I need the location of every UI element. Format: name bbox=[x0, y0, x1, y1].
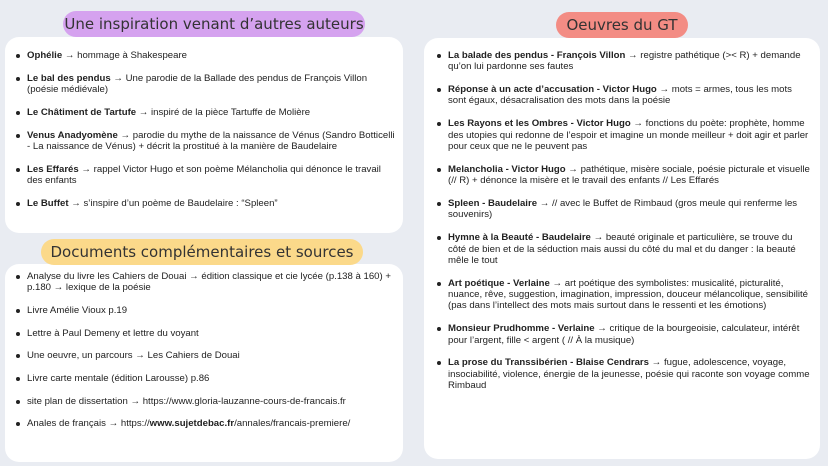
list-item: Analyse du livre les Cahiers de Douai → édition classique et cie lycée (p.138 à 160) + p.180 → lexique de la poésie bbox=[15, 271, 395, 294]
inspiration-panel bbox=[5, 37, 403, 233]
list-item: Monsieur Prudhomme - Verlaine → critique de la bourgeoisie, calculateur, intérêt pour l’argent, fille < argent ( // À la musique) bbox=[436, 323, 810, 346]
list-item: Le bal des pendus → Une parodie de la Ballade des pendus de François Villon (poésie médiévale) bbox=[15, 73, 395, 96]
list-item: Venus Anadyomène → parodie du mythe de la naissance de Vénus (Sandro Botticelli - La naissance de Vénus) + décrit la prostitué à la manière de Baudelaire bbox=[15, 130, 395, 153]
list-item[interactable]: Anales de français → https://www.sujetdebac.fr/annales/francais-premiere/ bbox=[15, 418, 395, 429]
list-item: Réponse à un acte d’accusation - Victor Hugo → mots = armes, tous les mots sont égaux, désacralisation des mots dans la poésie bbox=[436, 84, 810, 107]
inspiration-title: Une inspiration venant d’autres auteurs bbox=[63, 11, 365, 37]
list-item: Ophélie → hommage à Shakespeare bbox=[15, 50, 395, 61]
list-item: Melancholia - Victor Hugo → pathétique, misère sociale, poésie picturale et visuelle (// R) + dénonce la misère et le travail des enfants // Les Effarés bbox=[436, 164, 810, 187]
inspiration-list bbox=[5, 37, 403, 209]
list-item: Lettre à Paul Demeny et lettre du voyant bbox=[15, 328, 395, 339]
list-item: Le Buffet → s’inspire d’un poème de Baudelaire : “Spleen” bbox=[15, 198, 395, 209]
list-item: Le Châtiment de Tartufe → inspiré de la pièce Tartuffe de Molière bbox=[15, 107, 395, 118]
list-item: Art poétique - Verlaine → art poétique des symbolistes: musicalité, picturalité, nuance, rêve, suggestion, imagination, impression, douceur mélancolique, sensibilité (pas dans l’intellect des mots mais surtout dans le ressenti et les émotions) bbox=[436, 278, 810, 312]
list-item: Les Rayons et les Ombres - Victor Hugo → fonctions du poète: prophète, homme des utopies qui redonne de l’espoir et imagine un monde meilleur + doit agir et parler pour ceux que ne le peuvent pas bbox=[436, 118, 810, 152]
list-item: Une oeuvre, un parcours → Les Cahiers de Douai bbox=[15, 350, 395, 361]
sources-title: Documents complémentaires et sources bbox=[41, 239, 363, 265]
list-item: Livre Amélie Vioux p.19 bbox=[15, 305, 395, 316]
list-item[interactable]: site plan de dissertation → https://www.gloria-lauzanne-cours-de-francais.fr bbox=[15, 396, 395, 407]
list-item: Les Effarés → rappel Victor Hugo et son poème Mélancholia qui dénonce le travail des enfants bbox=[15, 164, 395, 187]
gt-works-title: Oeuvres du GT bbox=[556, 12, 688, 38]
list-item: Livre carte mentale (édition Larousse) p.86 bbox=[15, 373, 395, 384]
gt-works-panel bbox=[424, 38, 820, 459]
list-item: Spleen - Baudelaire → // avec le Buffet de Rimbaud (gros meule qui renferme les souvenirs) bbox=[436, 198, 810, 221]
list-item: La balade des pendus - François Villon → registre pathétique (>< R) + demande qu’on lui pardonne ses fautes bbox=[436, 50, 810, 73]
sources-panel bbox=[5, 264, 403, 462]
list-item: Hymne à la Beauté - Baudelaire → beauté originale et particulière, se trouve du côté de bien et de la séduction mais aussi du côté du mal et du danger : la beauté mêle le tout bbox=[436, 232, 810, 266]
list-item: La prose du Transsibérien - Blaise Cendrars → fugue, adolescence, voyage, insociabilité, violence, énergie de la jeunesse, poésie qui raconte son voyage comme Rimbaud bbox=[436, 357, 810, 391]
sources-list bbox=[5, 264, 403, 430]
gt-works-list bbox=[424, 38, 820, 391]
